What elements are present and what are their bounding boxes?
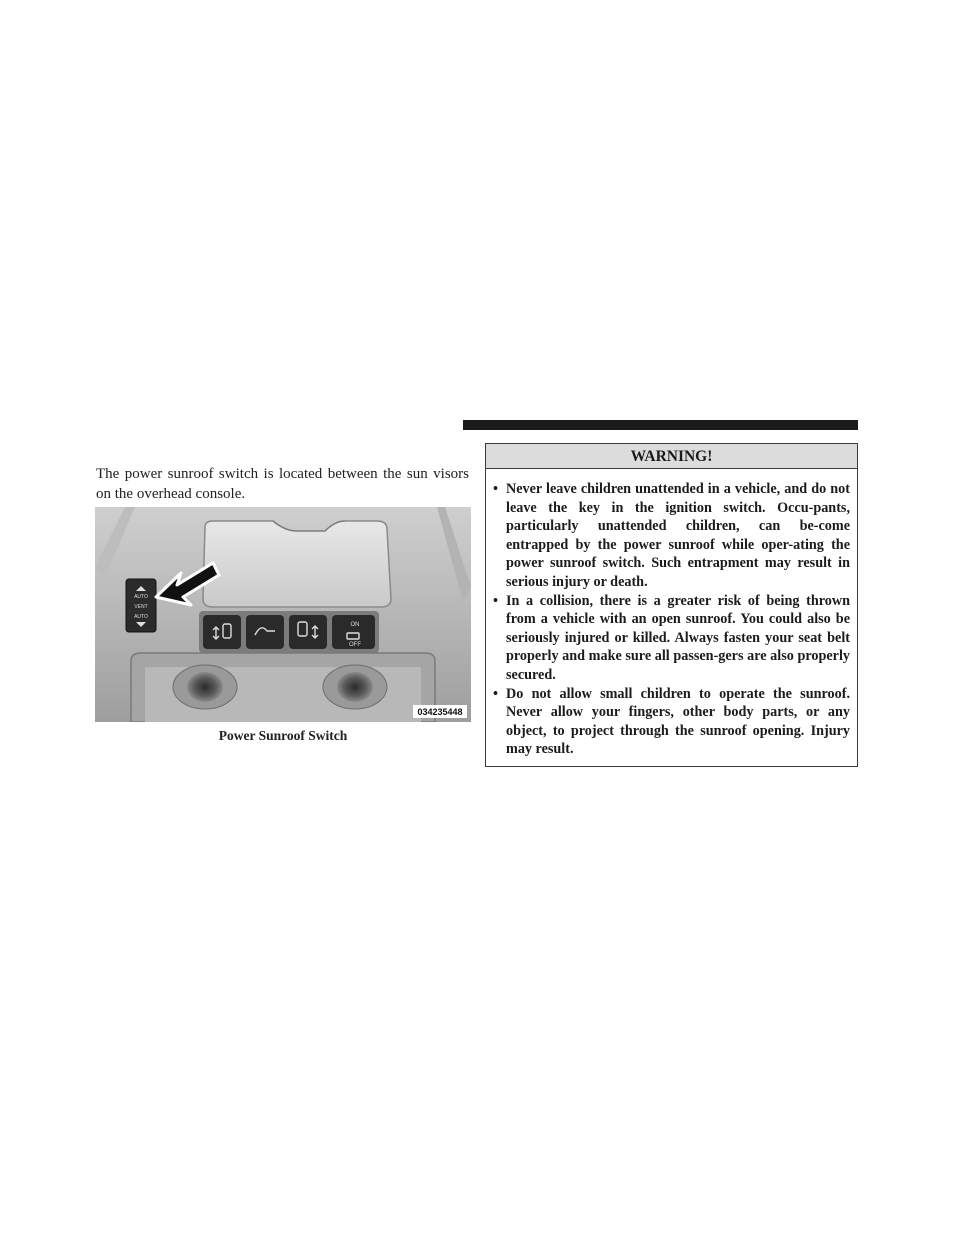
section-divider-bar [463,420,858,430]
warning-title: WARNING! [486,444,857,469]
bullet-icon: • [493,481,498,497]
image-code: 034235448 [417,707,463,717]
warning-item [493,685,850,759]
warning-item-text: In a collision, there is a greater risk of being thrown from a vehicle with an open sunroof. You could also be seriously injured or killed. Always fasten your seat belt properly and make sure all passen-gers are also properly secured. [506,592,850,683]
warning-box [485,443,858,767]
switch-label-auto-bottom: AUTO [134,614,148,620]
figure-caption: Power Sunroof Switch [218,728,348,743]
warning-item-text: Do not allow small children to operate the sunroof. Never allow your fingers, other body parts, or any object, to project through the sunroof opening. Injury may result. [506,685,850,758]
warning-item [493,592,850,685]
button-label-on: ON [350,622,360,628]
switch-label-vent: VENT [134,604,148,610]
warning-list [486,469,857,759]
intro-paragraph: The power sunroof switch is located between the sun visors on the overhead console. [96,466,469,502]
warning-item [493,480,850,592]
power-sunroof-switch-photo [95,507,471,722]
bullet-icon: • [493,592,498,609]
switch-label-auto-top: AUTO [134,594,148,600]
button-label-off: OFF [349,642,361,648]
warning-item-text: Never leave children unattended in a vehicle, and do not leave the key in the ignition switch. Occu-pants, particularly unattended children, can be-come entrapped by the power sunroof while oper-ating the power sunroof switch. Such entrapment may result in serious injury or death. [506,481,850,590]
bullet-icon: • [493,685,498,702]
